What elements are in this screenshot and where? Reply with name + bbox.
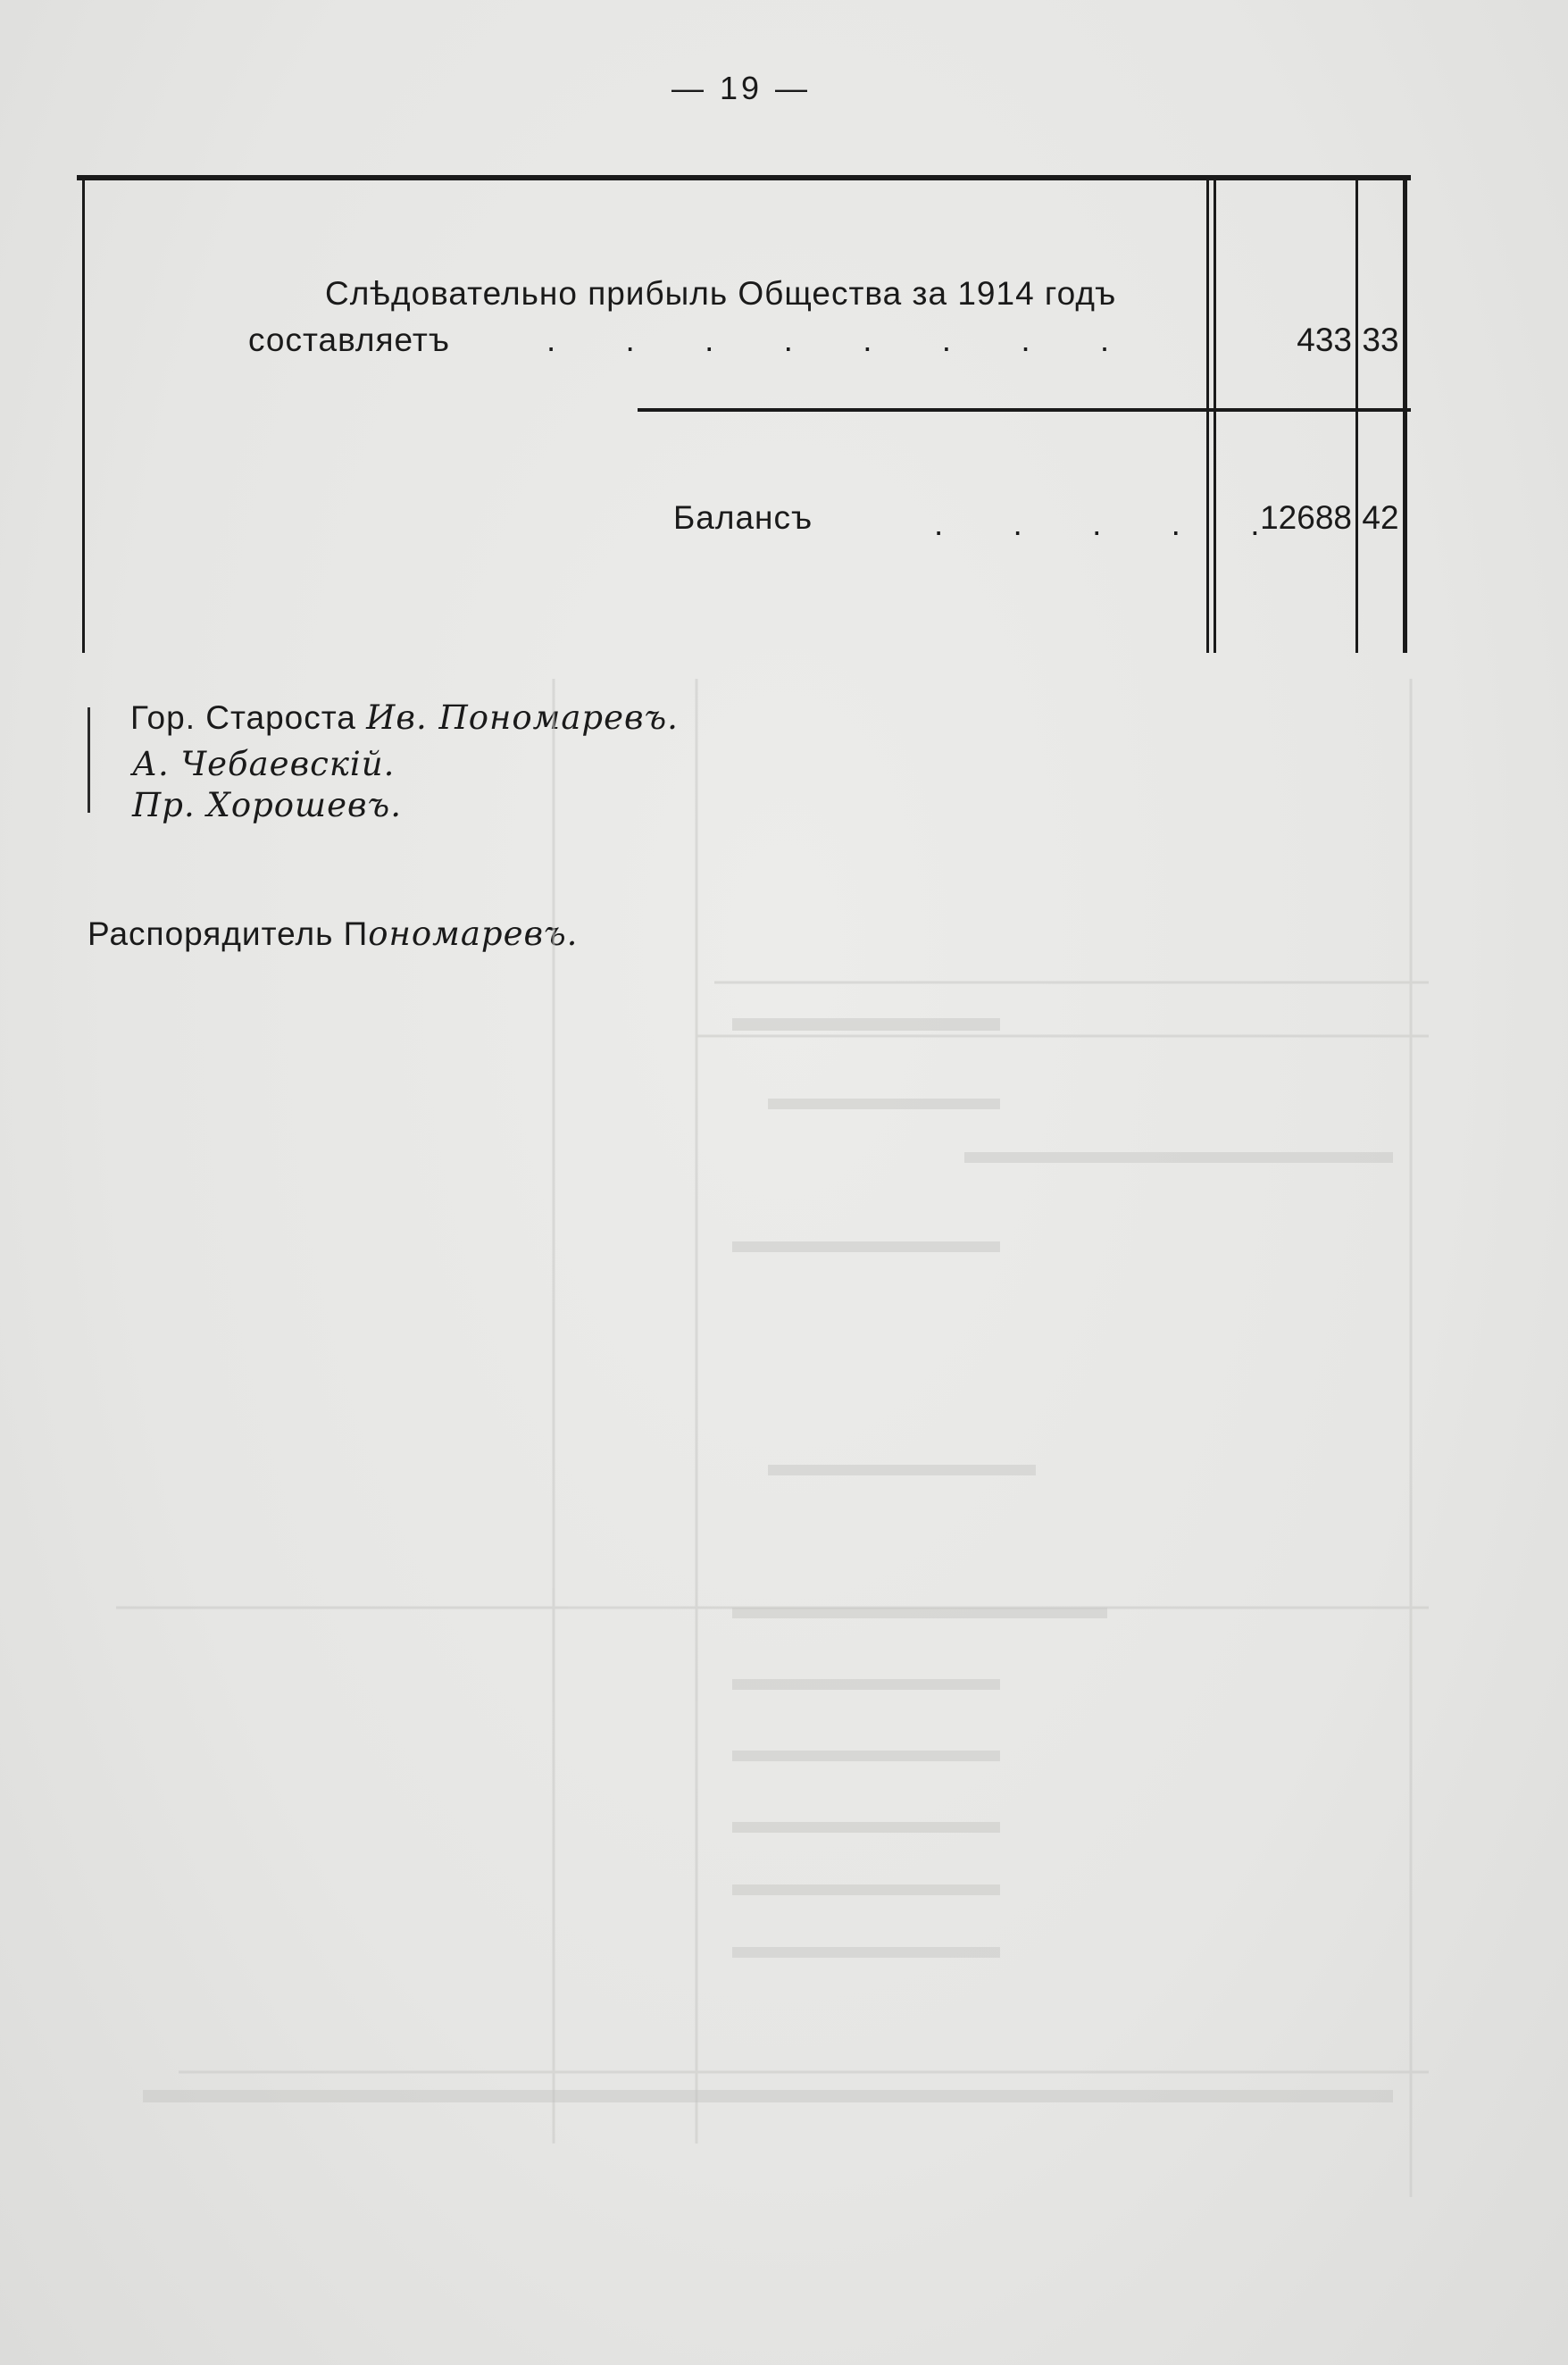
balance-kopecks: 42 [1362, 499, 1399, 536]
page-number: — 19 — [671, 70, 812, 106]
signature-bracket [88, 707, 90, 813]
ledger-table [77, 175, 1411, 653]
signature-member-2: А. Чебаевскій. [132, 745, 396, 783]
column-separator [1214, 175, 1216, 653]
table-top-rule [77, 175, 1411, 180]
manager-role: Распорядитель П [88, 915, 369, 952]
balance-label: Балансъ [673, 499, 813, 536]
table-left-border [82, 175, 85, 653]
table-right-border [1403, 180, 1407, 653]
manager-name: ономаревъ. [368, 915, 579, 953]
profit-leader-dots: . . . . . . . . [546, 322, 1140, 358]
profit-rubles: 433 [1297, 322, 1352, 358]
balance-leader-dots: . . . . . [934, 506, 1290, 542]
balance-rubles: 12688 [1260, 499, 1352, 536]
profit-label-line-1: Слѣдовательно прибыль Общества за 1914 годъ [325, 275, 1117, 312]
mayor-name: Ив. Пономаревъ. [366, 698, 679, 737]
profit-label-line-2: составляетъ [248, 322, 450, 358]
total-rule [638, 408, 1411, 412]
signature-mayor [130, 698, 679, 737]
mayor-role: Гор. Староста [130, 699, 367, 736]
column-separator [1206, 175, 1209, 653]
profit-kopecks: 33 [1362, 322, 1399, 358]
signature-member-3: Пр. Хорошевъ. [132, 786, 402, 824]
column-separator [1355, 175, 1358, 653]
signature-manager [88, 915, 578, 953]
